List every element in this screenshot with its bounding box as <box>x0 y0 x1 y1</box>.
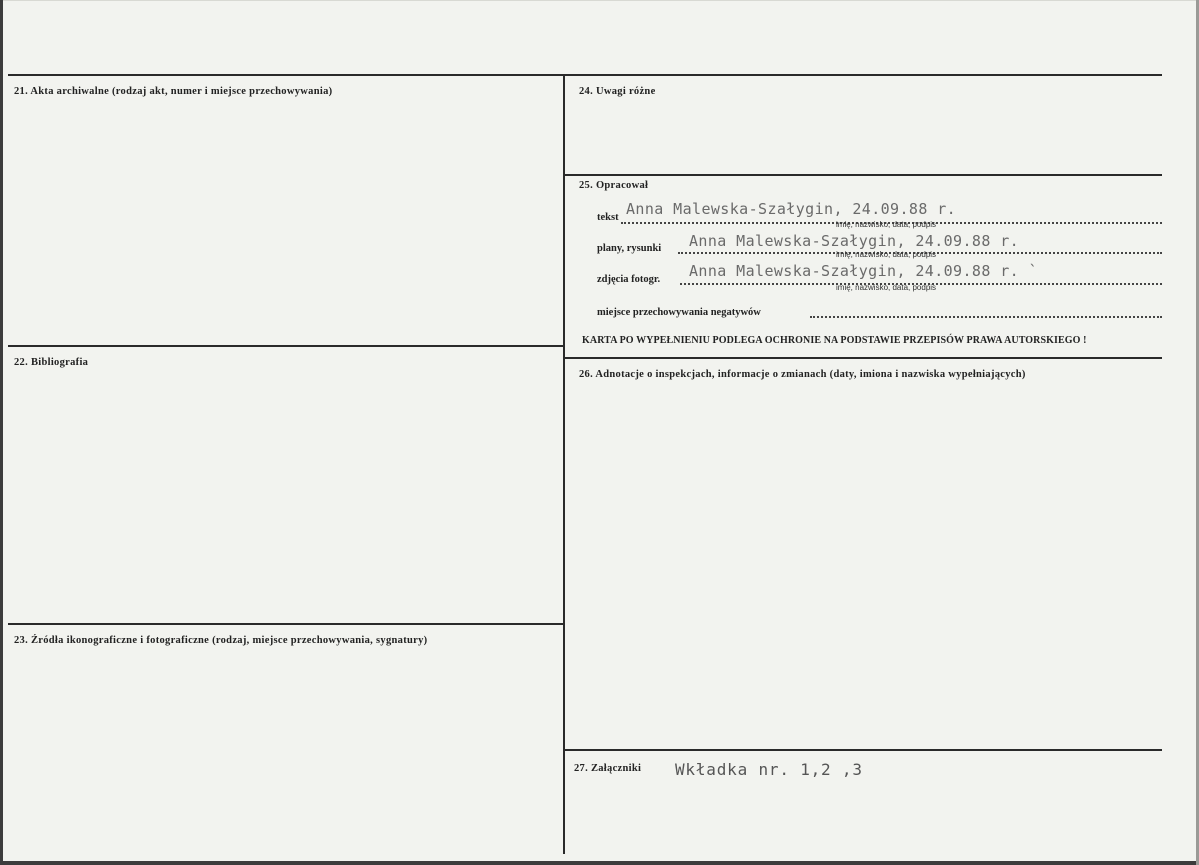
typed-value-zdjecia: Anna Malewska-Szałygin, 24.09.88 r. ` <box>689 262 1038 280</box>
rule-26-top <box>565 357 1162 359</box>
dotted-line-negatywy <box>810 316 1162 318</box>
rule-23-top <box>8 623 564 625</box>
typed-value-plany: Anna Malewska-Szałygin, 24.09.88 r. <box>689 232 1020 250</box>
typed-value-tekst: Anna Malewska-Szałygin, 24.09.88 r. <box>626 200 957 218</box>
copyright-notice: KARTA PO WYPEŁNIENIU PODLEGA OCHRONIE NA PODSTAWIE PRZEPISÓW PRAWA AUTORSKIEGO ! <box>582 335 1087 346</box>
caption-plany: imię, nazwisko, data, podpis <box>836 250 937 259</box>
caption-tekst: imię, nazwisko, data, podpis <box>836 220 937 229</box>
rule-22-top <box>8 345 564 347</box>
section-25-label: 25. Opracował <box>579 180 649 191</box>
attachments-value: Wkładka nr. 1,2 ,3 <box>675 760 863 779</box>
scan-edge-bottom <box>0 861 1199 865</box>
rule-25-top <box>565 174 1162 176</box>
row-label-plany: plany, rysunki <box>597 243 662 254</box>
section-23-label: 23. Źródła ikonograficzne i fotograficzne (rodzaj, miejsce przechowywania, sygnatury) <box>14 635 428 646</box>
row-label-zdjecia: zdjęcia fotogr. <box>597 274 661 285</box>
top-rule <box>8 74 1162 76</box>
section-21-label: 21. Akta archiwalne (rodzaj akt, numer i miejsce przechowywania) <box>14 86 333 97</box>
rule-27-top <box>565 749 1162 751</box>
caption-zdjecia: imię, nazwisko, data, podpis <box>836 283 937 292</box>
center-divider <box>563 74 565 854</box>
section-26-label: 26. Adnotacje o inspekcjach, informacje o zmianach (daty, imiona i nazwiska wypełniających) <box>579 369 1026 380</box>
section-27-label: 27. Załączniki <box>574 763 642 774</box>
section-24-label: 24. Uwagi różne <box>579 86 656 97</box>
row-label-tekst: tekst <box>597 212 619 223</box>
scan-edge-left <box>0 0 3 865</box>
section-22-label: 22. Bibliografia <box>14 357 89 368</box>
row-label-negatywy: miejsce przechowywania negatywów <box>597 307 761 318</box>
